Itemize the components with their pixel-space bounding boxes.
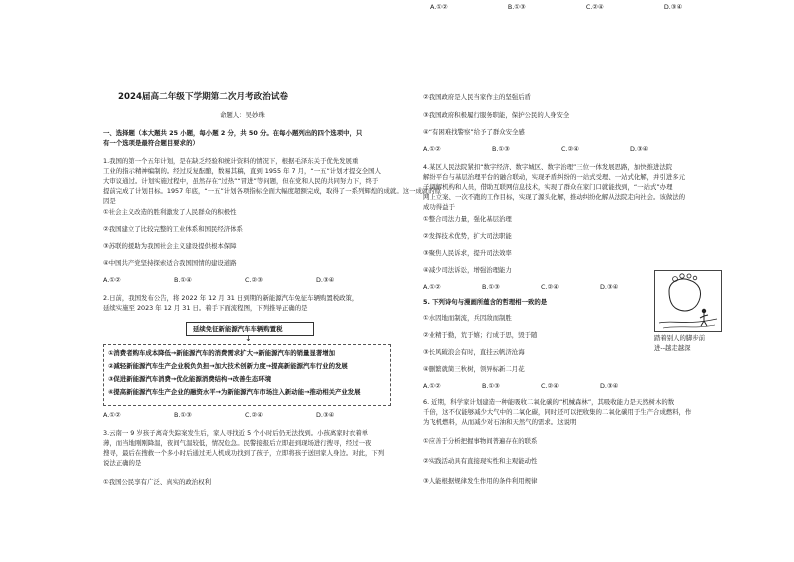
q2-chain-1: ①消费者购车成本降低→新能源汽车的消费需求扩大→新能源汽车的销量显著增加: [108, 349, 336, 357]
q5-option-4: ④删繁就简三秋树，领异标新二月花: [423, 365, 525, 373]
q4-stem-3: 子调解机构和人员，借助互联网信息技术，实现了群众在家门口就能找到，“一站式”办理: [423, 183, 673, 191]
q3-answer-c: C.②④: [561, 145, 579, 153]
q6-option-1: ①应善于分析把握事物间普遍存在的联系: [423, 437, 538, 445]
exam-author: 命题人：吴妙珠: [220, 111, 265, 119]
q3-stem-2: 薄，而当地刚刚降温，夜间气温较低，情况危急。民警接报后立即赶到现场进行搜寻，经过一夜: [103, 439, 372, 447]
q6-option-3: ③人能根据规律发生作用的条件利用规律: [423, 477, 538, 485]
q3-stem-4: 说法正确的是: [103, 459, 142, 467]
q1-option-3: ③苏联的援助为我国社会主义建设提供根本保障: [103, 242, 237, 250]
section-heading-2: 有一个选项是最符合题目要求的）: [103, 139, 199, 147]
q3-stem-1: 3.云南一 9 岁孩子离奇失踪案发生后，家人寻找近 5 个小时后仍无法找到。小孩离家时衣着单: [103, 429, 369, 437]
q5-option-2: ②业精于勤，荒于嬉；行成于思，毁于随: [423, 331, 538, 339]
q4-option-3: ③聚焦人民诉求，提升司法效率: [423, 249, 512, 257]
q4-stem-2: 解纷平台与基层治理平台的融合联动，实现矛盾纠纷的一站式受理、一站式化解，并引进多元: [423, 173, 686, 181]
top-option-b: B.①③: [507, 3, 526, 11]
q2-answer-b: B.①③: [174, 411, 192, 419]
top-options: [430, 3, 682, 11]
q5-option-1: ①水因地而制流，兵因敌而制胜: [423, 314, 512, 322]
q4-stem-5: 成功得益于: [423, 203, 455, 211]
q5-answer-d: D.③④: [600, 382, 619, 390]
q2-chain-2: ②减轻新能源汽车生产企业税负负担→加大技术创新力度→提高新能源汽车行业的发展: [108, 362, 348, 370]
q4-answer-c: C.②④: [541, 283, 559, 291]
q6-stem-1: 6. 近期，科学家计划建造一种能吸收二氧化碳的“机械森林”，其吸收能力是天然树木的数: [423, 398, 675, 406]
q3-option-3: ③我国政府积极履行服务职能，保护公民的人身安全: [423, 111, 570, 119]
flowchart-arrow-icon: ↓: [245, 334, 252, 343]
q2-stem-2: 延续实施至 2023 年 12 月 31 日。着手下面流程图，下列推导正确的是: [103, 304, 308, 312]
q2-answer-c: C.②④: [245, 411, 263, 419]
q6-stem-3: 为飞机燃料，从而减少对石油和天然气的需求。这说明: [423, 418, 577, 426]
q1-stem-4: 提前完成了计划目标。1957 年底，“一五”计划各项指标全面大幅度超额完成，取得了一系列辉煌的成就。这一成就的原: [103, 187, 442, 195]
exam-title: 2024届高二年级下学期第二次月考政治试卷: [118, 92, 289, 102]
section-heading: 一、选择题（本大题共 25 小题，每小题 2 分，共 50 分。在每小题列出的四个选项中，只: [103, 129, 363, 137]
top-option-d: D.③④: [663, 3, 683, 11]
q3-answer-a: A.①②: [423, 145, 441, 153]
q3-option-2: ②我国政府是人民当家作主的坚强后盾: [423, 93, 531, 101]
q4-option-2: ②发挥技术优势，扩大司法职能: [423, 232, 512, 240]
q1-option-4: ④中国共产党坚持探索适合我国国情的建设道路: [103, 259, 237, 267]
q2-chain-4: ④提高新能源汽车生产企业的融资水平→为新能源汽车市场注入新动能→推动相关产业发展: [108, 388, 361, 396]
top-option-c: C.②④: [585, 3, 604, 11]
q1-stem-1: 1.我国的第一个五年计划，是在缺乏经验和统计资料的情况下，根据毛泽东关于优先发展重: [103, 157, 359, 165]
q1-stem-3: 大审议通过。计划实施过程中，虽然存在“过热”“冒进”等问题，但在党和人民的共同努力下，终于: [103, 177, 379, 185]
q5-answer-c: C.②④: [541, 382, 559, 390]
q1-answer-c: C.②③: [245, 276, 263, 284]
cartoon-caption-1: 踏着别人的脚步前: [654, 334, 706, 342]
q5-answer-a: A.①②: [423, 382, 441, 390]
q5-answer-b: B.①③: [482, 382, 500, 390]
q1-option-1: ①社会主义改造的胜利激发了人民群众的积极性: [103, 208, 237, 216]
q5-option-3: ③长风破浪会有时，直挂云帆济沧海: [423, 348, 525, 356]
q3-stem-3: 搜寻，最后在搜救一个多小时后通过无人机成功找到了孩子，立即将孩子送回家人身边。对此，下列: [103, 449, 385, 457]
q2-answer-d: D.③④: [316, 411, 335, 419]
q1-answer-d: D.③④: [316, 276, 335, 284]
q4-option-1: ①整合司法力量，强化基层治理: [423, 215, 512, 223]
q1-stem-5: 因是: [103, 197, 116, 205]
q6-option-2: ②实践活动具有直接现实性和主观能动性: [423, 457, 538, 465]
q3-answer-d: D.③④: [630, 145, 649, 153]
q1-option-2: ②我国建立了比较完整的工业体系和国民经济体系: [103, 225, 243, 233]
q6-stem-2: 千倍，这不仅能够减少大气中的二氧化碳，同时还可以把收集的二氧化碳用于生产合成燃料，作: [423, 408, 692, 416]
q5-stem: 5. 下列诗句与漫画所蕴含的哲理相一致的是: [423, 298, 548, 306]
cartoon-caption-2: 进--越走越深: [654, 344, 691, 352]
q1-stem-2: 工业的指示精神编制的。经过反复酝酿，数易其稿，直到 1955 年 7 月，“一五”计划才提交全国人: [103, 167, 381, 175]
q3-option-1: ①我国公民享有广泛、真实的政治权利: [103, 478, 211, 486]
q4-answer-b: B.①③: [482, 283, 500, 291]
q2-stem-1: 2.日前，我国发布公告，将 2022 年 12 月 31 日到期的新能源汽车免征车辆购置税政策，: [103, 294, 359, 302]
q1-answer-a: A.①②: [103, 276, 121, 284]
top-option-a: A.①②: [430, 3, 448, 11]
q4-stem-1: 4.某区人民法院紧扣“数字经济、数字城区、数字治理”三位一体发展思路，加快推进法院: [423, 163, 673, 171]
q2-chain-3: ③促进新能源汽车消费→优化能源消费结构→改善生态环境: [108, 375, 272, 383]
q2-answer-a: A.①②: [103, 411, 121, 419]
q4-answer-a: A.①②: [423, 283, 441, 291]
cartoon-drawing-icon: [655, 271, 721, 331]
q4-option-4: ④减少司法诉讼，增强治理能力: [423, 266, 512, 274]
q5-cartoon: [654, 270, 722, 332]
q1-answer-b: B.①④: [174, 276, 192, 284]
q4-stem-4: 网上立案、一次不跑的工作目标，实现了源头化解，推动纠纷化解从法院走向社会。该做法的: [423, 193, 686, 201]
q3-option-4: ④“有困难找警察”给予了群众安全感: [423, 128, 525, 136]
q3-answer-b: B.①③: [492, 145, 510, 153]
q4-answer-d: D.③④: [600, 283, 619, 291]
flowchart-title: 延续免征新能源汽车车辆购置税: [193, 325, 283, 333]
